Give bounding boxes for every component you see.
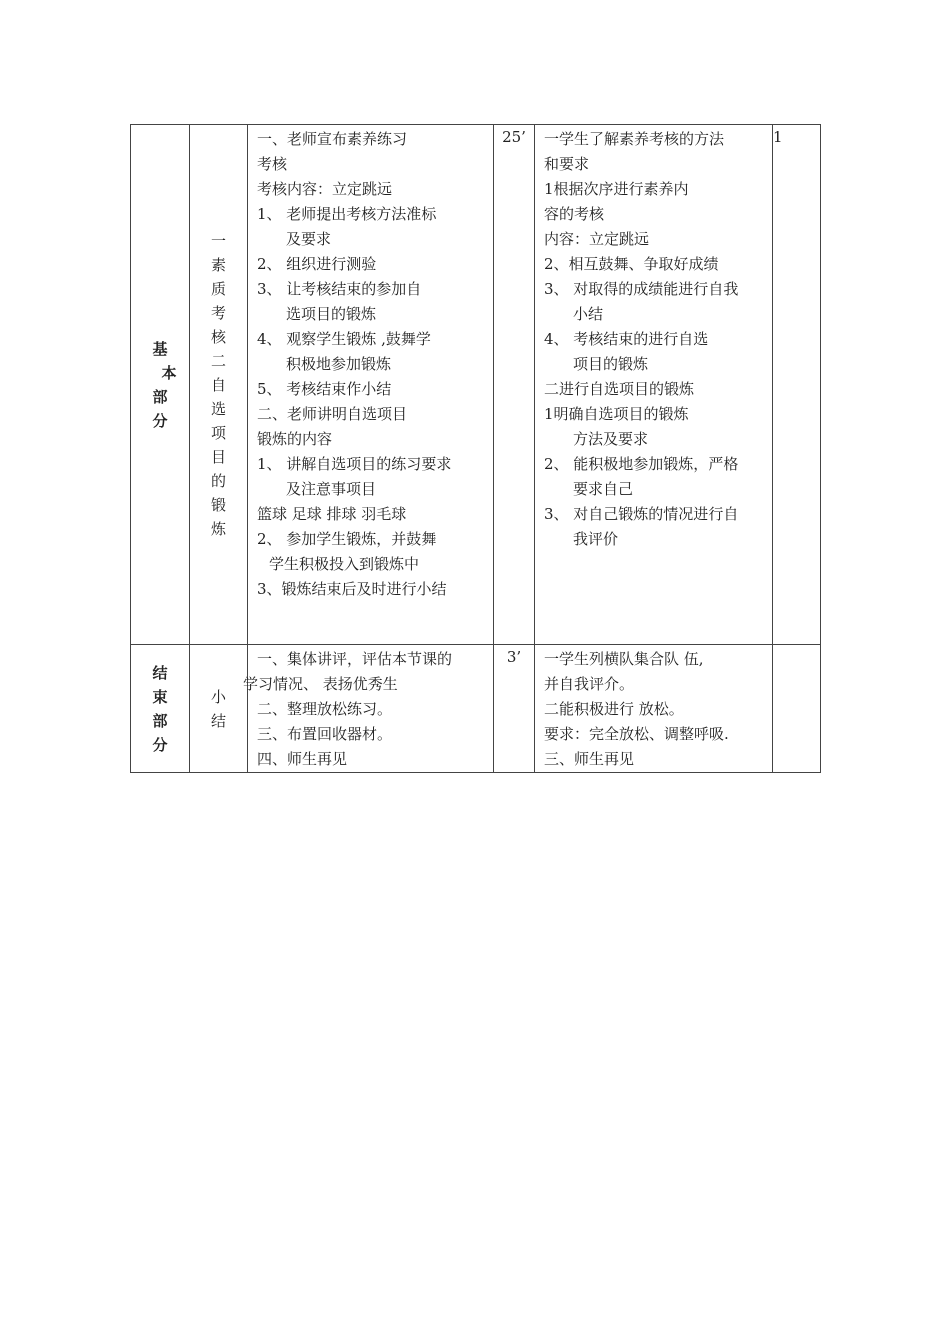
basic-teacher-activities [248,125,494,645]
ending-student-activities [535,645,773,773]
student-line: 一学生了解素养考核的方法 [544,130,725,148]
topic-char: 结 [210,711,226,730]
teacher-line: 考核内容：立定跳远 [257,180,393,198]
topic-char: 小 [210,687,226,706]
basic-topic-label [190,125,248,645]
teacher-line: 三、布置回收器材。 [257,725,393,743]
section-char: 部 [152,387,168,406]
basic-time: 25’ [494,125,535,645]
teacher-line: 及要求 [286,230,332,248]
teacher-line: 学生积极投入到锻炼中 [269,555,420,573]
student-line: 二能积极进行 放松。 [544,700,684,718]
section-char: 部 [152,711,168,730]
student-line: 项目的锻炼 [573,355,649,373]
ending-time: 3’ [494,645,535,773]
topic-char: 炼 [210,519,226,538]
topic-char: 二 [210,351,226,370]
teacher-line: 二、老师讲明自选项目 [257,405,408,423]
basic-part-row [131,125,821,645]
student-line: 容的考核 [544,205,605,223]
teacher-line: 5、 考核结束作小结 [257,380,392,398]
topic-char: 核 [210,327,226,346]
teacher-line: 二、整理放松练习。 [257,700,393,718]
student-line: 1明确自选项目的锻炼 [544,405,689,423]
teacher-line: 1、 老师提出考核方法准标 [257,205,437,223]
ending-teacher-activities [243,645,494,773]
teacher-line: 3、锻炼结束后及时进行小结 [257,580,447,598]
ending-part-row [131,645,821,773]
student-line: 4、 考核结束的进行自选 [544,330,709,348]
teacher-line: 一、老师宣布素养练习 [257,130,408,148]
student-line: 方法及要求 [573,430,649,448]
student-line: 三、师生再见 [544,750,635,768]
ending-topic-label [190,645,248,773]
section-char: 束 [152,687,168,706]
student-line: 和要求 [544,155,590,173]
teacher-line: 1、 讲解自选项目的练习要求 [257,455,452,473]
student-line: 3、 对自己锻炼的情况进行自 [544,505,739,523]
topic-char: 目 [210,447,226,466]
student-line: 2、 能积极地参加锻炼，严格 [544,455,739,473]
teacher-line: 3、 让考核结束的参加自 [257,280,422,298]
student-line: 要求自己 [573,480,634,498]
teacher-line: 锻炼的内容 [257,430,333,448]
teacher-line: 考核 [257,155,288,173]
teacher-line: 选项目的锻炼 [286,305,377,323]
teacher-line: 积极地参加锻炼 [286,355,392,373]
teacher-line: 及注意事项目 [286,480,377,498]
topic-char: 素 [210,255,226,274]
ending-section-label [131,645,190,773]
student-line: 小结 [573,305,604,323]
topic-char: 自 [210,375,226,394]
topic-char: 项 [210,423,226,442]
teacher-line: 2、 参加学生锻炼，并鼓舞 [257,530,437,548]
student-line: 2、相互鼓舞、争取好成绩 [544,255,719,273]
section-char: 本 [161,363,177,382]
student-line: 并自我评介。 [544,675,635,693]
ending-count [773,645,821,773]
topic-char: 一 [210,231,226,250]
section-char: 分 [152,411,168,430]
student-line: 内容：立定跳远 [544,230,650,248]
topic-char: 锻 [210,495,226,514]
student-line: 一学生列横队集合队 伍, [544,650,704,668]
topic-char: 考 [210,303,226,322]
teacher-line: 学习情况、 表扬优秀生 [243,675,398,693]
basic-count: 1 [773,125,821,645]
section-char: 结 [152,663,168,682]
student-line: 1根据次序进行素养内 [544,180,689,198]
section-char: 基 [152,339,168,358]
teacher-line: 四、师生再见 [257,750,348,768]
student-line: 二进行自选项目的锻炼 [544,380,695,398]
student-line: 3、 对取得的成绩能进行自我 [544,280,739,298]
student-line: 我评价 [573,530,619,548]
teacher-line: 2、 组织进行测验 [257,255,377,273]
student-line: 要求：完全放松、调整呼吸. [544,725,729,743]
topic-char: 的 [210,471,226,490]
basic-student-activities [535,125,773,645]
topic-char: 选 [210,399,226,418]
teacher-line: 一、集体讲评，评估本节课的 [257,650,453,668]
lesson-plan-table [130,124,821,773]
topic-char: 质 [210,279,226,298]
teacher-line: 篮球 足球 排球 羽毛球 [257,505,407,523]
basic-section-label [131,125,190,645]
teacher-line: 4、 观察学生锻炼 ,鼓舞学 [257,330,431,348]
section-char: 分 [152,735,168,754]
